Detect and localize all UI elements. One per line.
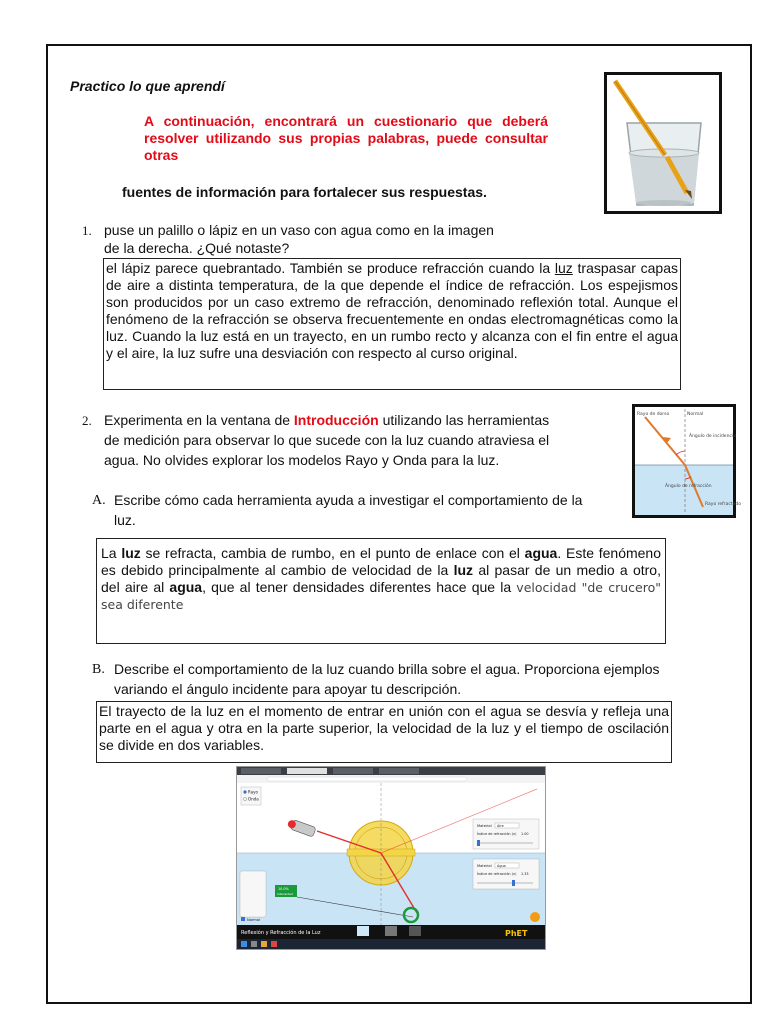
answer-1-box: [103, 258, 681, 390]
sim-intensity-value: 10.0%: [278, 887, 289, 891]
refraction-diagram-thumbnail: [632, 404, 741, 518]
thumb-label-incidence: Ángulo de incidencia: [689, 434, 736, 439]
subquestion-b-line1: Describe el comportamiento de la luz cuando brilla sobre el agua. Proporciona ejemplos: [114, 661, 660, 677]
sim-panel2-label: Material: [477, 864, 492, 868]
question-1-number: 1.: [82, 223, 92, 238]
sim-panel2-index-value: 1.33: [521, 872, 529, 876]
sim-panel2-select: Agua: [497, 864, 506, 868]
question-1-line1: puse un palillo o lápiz en un vaso con agua como en la imagen: [104, 222, 494, 238]
sim-radio-rayo: Rayo: [248, 789, 258, 795]
pencil-in-glass-photo: [604, 72, 722, 214]
thumb-label-top: Rayo de dorso: [637, 412, 670, 417]
subquestion-a-line1: Escribe cómo cada herramienta ayuda a investigar el comportamiento de la: [114, 492, 583, 508]
sim-panel1-index-value: 1.00: [521, 832, 529, 836]
sim-panel1-label: Material: [477, 824, 492, 828]
phet-simulation-screenshot: [236, 766, 546, 950]
sim-panel1-index-label: Índice de refracción (n): [477, 832, 517, 836]
section-heading: Practico lo que aprendí: [70, 78, 225, 94]
sim-phet-logo: PhET: [505, 929, 528, 938]
introduccion-highlight: Introducción: [293, 412, 379, 428]
answer-1-text-cont: traspasar capas de aire a distinta temperatura, de la que depende el índice de refracción. Los espejismos son producidos por un caso extremo de refracción, denominado reflexión total. Aunque el fenómeno de la refracción se observa frecuentemente en ondas electromagnéticas como la luz. Cuando la luz está en un trayecto, en un rumbo recto y alcanza con el fin entre el agua y el aire, la luz sufre una desviación con respecto al curso original.: [106, 260, 679, 361]
answer-b-text: El trayecto de la luz en el momento de entrar en unión con el agua se desvía y refleja una parte en el agua y otra en la parte superior, la velocidad de la luz y el tiempo de oscilación se divide en dos variables.: [99, 703, 669, 753]
question-2-line1: Experimenta en la ventana de Introducción utilizando las herramientas: [104, 412, 550, 428]
question-2-number: 2.: [82, 413, 92, 428]
thumb-label-ray: Rayo refractado: [705, 502, 741, 507]
sim-title: Reflexión y Refracción de la Luz: [241, 930, 321, 936]
sim-panel2-index-label: Índice de refracción (n): [477, 872, 517, 876]
subquestion-b-letter: B.: [92, 662, 105, 677]
sim-radio-onda: Onda: [248, 796, 259, 802]
intro-continuation: fuentes de información para fortalecer sus respuestas.: [122, 184, 487, 200]
subquestion-a-letter: A.: [92, 493, 106, 508]
sim-intensity-label: Intensidad: [277, 892, 293, 896]
question-2-line2: de medición para observar lo que sucede con la luz cuando atraviesa el: [104, 432, 550, 448]
subquestion-a-line2: luz.: [114, 512, 136, 528]
answer-a-box: La luz se refracta, cambia de rumbo, en el punto de enlace con el agua. Este fenómeno es debido principalmente al cambio de velocidad de la luz al pasar de un medio a otro, del aire al agua, que al tener densidades diferentes hace que la velocidad "de crucero" sea diferente: [96, 538, 666, 644]
question-1-line2: de la derecha. ¿Qué notaste?: [104, 240, 290, 256]
subquestion-b-line2: variando el ángulo incidente para apoyar tu descripción.: [114, 681, 462, 697]
thumb-label-normal: Normal: [687, 412, 704, 417]
answer-1-link: luz: [554, 260, 573, 276]
answer-1-text: el lápiz parece quebrantado. También se produce refracción cuando la: [106, 260, 555, 276]
sim-normal-checkbox: Normal: [247, 918, 261, 922]
answer-b-box: [96, 701, 672, 763]
answer-a-last-line: velocidad "de crucero" sea diferente: [101, 580, 661, 612]
thumb-label-refraction: Ángulo de refracción: [665, 484, 712, 489]
sim-panel1-select: Aire: [497, 824, 504, 828]
question-2-line3: agua. No olvides explorar los modelos Rayo y Onda para la luz.: [104, 452, 500, 468]
intro-instruction: A continuación, encontrará un cuestionario que deberá resolver utilizando sus propias palabras, puede consultar otras: [144, 113, 548, 163]
